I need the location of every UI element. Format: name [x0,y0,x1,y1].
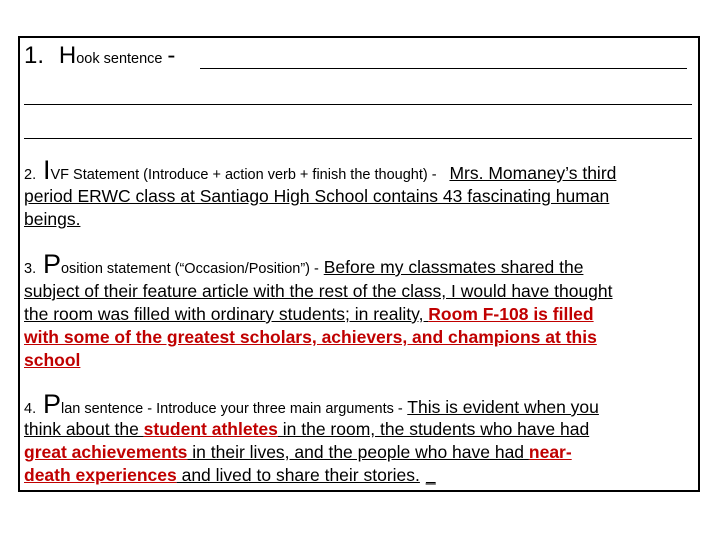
highlighted-text: near- [528,442,572,462]
answer-line [24,464,436,487]
highlighted-text: with some of the greatest scholars, achievers, and champions at this [24,327,597,347]
answer-line [24,418,589,441]
highlighted-text: student athletes [143,419,278,439]
drop-letter: P [42,389,61,419]
item-label: lan sentence - Introduce your three main arguments - [60,401,403,417]
ivf-statement-line-1 [24,155,617,187]
answer-text: in their lives, and the people who have had [187,442,529,462]
answer-line [24,303,594,326]
item-number: 1. [24,42,45,69]
answer-text: and lived to share their stories. [176,465,420,485]
highlighted-text: great achievements [24,442,188,462]
highlighted-text: death experiences [24,465,177,485]
answer-text: beings. [24,209,81,229]
answer-text: _ [425,465,436,485]
drop-letter: P [42,249,61,279]
answer-text: in the room, the students who have had [277,419,590,439]
item-number: 4. [24,401,37,417]
item-dash: - [167,42,176,69]
answer-text: period ERWC class at Santiago High School contains 43 fascinating human [24,186,610,206]
highlighted-text: school [24,350,81,370]
drop-letter: H [58,42,77,69]
answer-text: think about the [24,419,144,439]
item-label: VF Statement (Introduce + action verb + finish the thought) - [50,167,437,183]
answer-line [24,441,572,464]
drop-letter: I [42,155,51,185]
blank-line [24,138,692,139]
answer-text: Mrs. Momaney’s third [449,163,617,183]
item-number: 2. [24,167,37,183]
blank-line [24,104,692,105]
highlighted-text: Room F-108 is filled [428,304,594,324]
answer-text: This is evident when you [407,397,599,417]
blank-line [200,68,687,69]
answer-text: Before my classmates shared the [323,257,584,277]
item-label: ook sentence [76,51,163,67]
item-number: 3. [24,261,37,277]
item-label: osition statement (“Occasion/Position”) - [60,261,319,277]
plan-sentence-line-1 [24,389,599,421]
hook-sentence-line [24,44,175,71]
answer-text: subject of their feature article with the rest of the class, I would have thought [24,281,613,301]
answer-text: the room was filled with ordinary students; in reality, [24,304,429,324]
position-statement-line-1 [24,249,584,281]
